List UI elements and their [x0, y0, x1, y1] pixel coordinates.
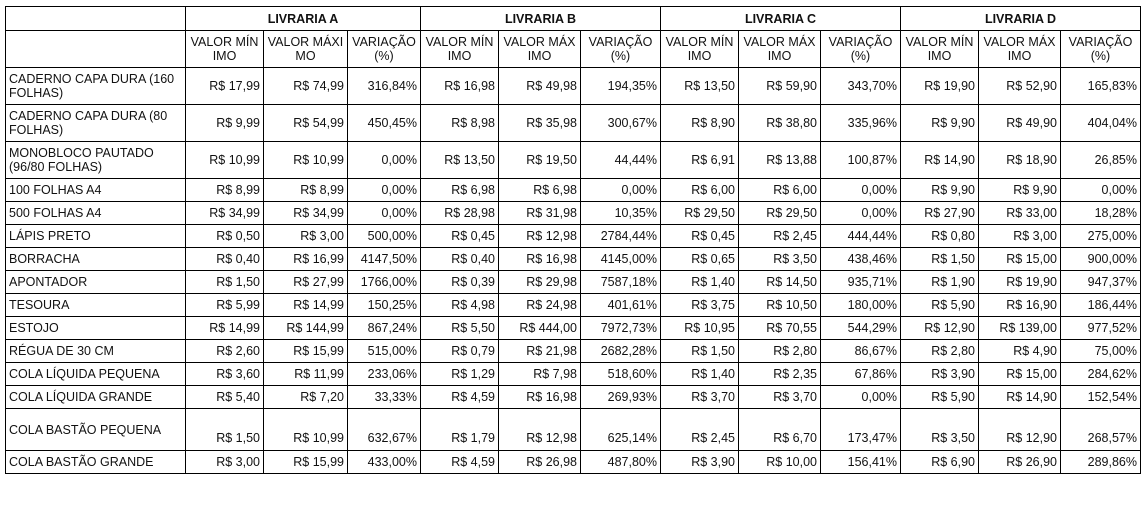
variation-header: VARIAÇÃO (%)	[581, 31, 661, 68]
table-row	[6, 317, 1141, 340]
store-header-b: LIVRARIA B	[421, 7, 661, 31]
variation-cell: 433,00%	[348, 451, 421, 474]
min-value-cell: R$ 1,40	[661, 363, 739, 386]
variation-cell: 518,60%	[581, 363, 661, 386]
min-value-cell: R$ 3,70	[661, 386, 739, 409]
min-value-cell: R$ 6,98	[421, 179, 499, 202]
min-value-cell: R$ 34,99	[186, 202, 264, 225]
min-value-cell: R$ 1,29	[421, 363, 499, 386]
min-value-header: VALOR MÍNIMO	[186, 31, 264, 68]
variation-cell: 0,00%	[821, 202, 901, 225]
min-value-cell: R$ 0,50	[186, 225, 264, 248]
min-value-cell: R$ 0,79	[421, 340, 499, 363]
max-value-cell: R$ 14,99	[264, 294, 348, 317]
min-value-cell: R$ 6,00	[661, 179, 739, 202]
min-value-cell: R$ 6,91	[661, 142, 739, 179]
min-value-cell: R$ 5,40	[186, 386, 264, 409]
max-value-header: VALOR MÁXIMO	[979, 31, 1061, 68]
table-body	[6, 68, 1141, 474]
table-row	[6, 386, 1141, 409]
min-value-cell: R$ 27,90	[901, 202, 979, 225]
variation-cell: 152,54%	[1061, 386, 1141, 409]
variation-cell: 947,37%	[1061, 271, 1141, 294]
variation-cell: 0,00%	[1061, 179, 1141, 202]
product-name-cell: ESTOJO	[6, 317, 186, 340]
max-value-cell: R$ 15,00	[979, 248, 1061, 271]
variation-header: VARIAÇÃO (%)	[1061, 31, 1141, 68]
max-value-cell: R$ 6,98	[499, 179, 581, 202]
max-value-cell: R$ 144,99	[264, 317, 348, 340]
table-row	[6, 225, 1141, 248]
table-row	[6, 248, 1141, 271]
max-value-cell: R$ 21,98	[499, 340, 581, 363]
product-name-cell: RÉGUA DE 30 CM	[6, 340, 186, 363]
price-table-wrapper	[5, 6, 1141, 474]
variation-cell: 2784,44%	[581, 225, 661, 248]
max-value-cell: R$ 16,90	[979, 294, 1061, 317]
table-row	[6, 179, 1141, 202]
variation-cell: 7587,18%	[581, 271, 661, 294]
variation-cell: 186,44%	[1061, 294, 1141, 317]
max-value-cell: R$ 4,90	[979, 340, 1061, 363]
max-value-cell: R$ 34,99	[264, 202, 348, 225]
max-value-cell: R$ 59,90	[739, 68, 821, 105]
max-value-cell: R$ 49,98	[499, 68, 581, 105]
max-value-cell: R$ 3,00	[264, 225, 348, 248]
variation-cell: 544,29%	[821, 317, 901, 340]
min-value-cell: R$ 9,90	[901, 105, 979, 142]
max-value-cell: R$ 74,99	[264, 68, 348, 105]
max-value-cell: R$ 24,98	[499, 294, 581, 317]
min-value-cell: R$ 0,80	[901, 225, 979, 248]
min-value-cell: R$ 0,65	[661, 248, 739, 271]
variation-cell: 438,46%	[821, 248, 901, 271]
product-name-cell: MONOBLOCO PAUTADO (96/80 FOLHAS)	[6, 142, 186, 179]
variation-cell: 100,87%	[821, 142, 901, 179]
max-value-cell: R$ 6,70	[739, 409, 821, 451]
variation-cell: 233,06%	[348, 363, 421, 386]
variation-cell: 4145,00%	[581, 248, 661, 271]
max-value-cell: R$ 33,00	[979, 202, 1061, 225]
max-value-header: VALOR MÁXIMO	[264, 31, 348, 68]
max-value-cell: R$ 139,00	[979, 317, 1061, 340]
max-value-cell: R$ 6,00	[739, 179, 821, 202]
min-value-cell: R$ 3,00	[186, 451, 264, 474]
variation-cell: 450,45%	[348, 105, 421, 142]
max-value-cell: R$ 8,99	[264, 179, 348, 202]
store-header-c: LIVRARIA C	[661, 7, 901, 31]
min-value-cell: R$ 0,45	[661, 225, 739, 248]
variation-cell: 289,86%	[1061, 451, 1141, 474]
min-value-cell: R$ 4,98	[421, 294, 499, 317]
min-value-cell: R$ 17,99	[186, 68, 264, 105]
max-value-cell: R$ 12,98	[499, 409, 581, 451]
min-value-cell: R$ 0,40	[186, 248, 264, 271]
variation-cell: 180,00%	[821, 294, 901, 317]
max-value-cell: R$ 7,98	[499, 363, 581, 386]
min-value-cell: R$ 0,45	[421, 225, 499, 248]
table-row	[6, 68, 1141, 105]
max-value-cell: R$ 18,90	[979, 142, 1061, 179]
max-value-cell: R$ 26,90	[979, 451, 1061, 474]
variation-cell: 487,80%	[581, 451, 661, 474]
variation-cell: 10,35%	[581, 202, 661, 225]
min-value-header: VALOR MÍNIMO	[661, 31, 739, 68]
min-value-cell: R$ 1,90	[901, 271, 979, 294]
max-value-cell: R$ 31,98	[499, 202, 581, 225]
max-value-cell: R$ 2,35	[739, 363, 821, 386]
variation-cell: 625,14%	[581, 409, 661, 451]
product-name-cell: TESOURA	[6, 294, 186, 317]
variation-cell: 156,41%	[821, 451, 901, 474]
variation-cell: 150,25%	[348, 294, 421, 317]
column-header-row	[6, 31, 1141, 68]
min-value-cell: R$ 1,40	[661, 271, 739, 294]
product-name-cell: CADERNO CAPA DURA (80 FOLHAS)	[6, 105, 186, 142]
corner-cell	[6, 7, 186, 31]
variation-cell: 401,61%	[581, 294, 661, 317]
min-value-cell: R$ 8,90	[661, 105, 739, 142]
product-name-cell: CADERNO CAPA DURA (160 FOLHAS)	[6, 68, 186, 105]
max-value-cell: R$ 10,50	[739, 294, 821, 317]
max-value-cell: R$ 10,00	[739, 451, 821, 474]
max-value-cell: R$ 3,50	[739, 248, 821, 271]
max-value-cell: R$ 19,90	[979, 271, 1061, 294]
table-row	[6, 451, 1141, 474]
max-value-cell: R$ 35,98	[499, 105, 581, 142]
min-value-cell: R$ 16,98	[421, 68, 499, 105]
table-row	[6, 271, 1141, 294]
variation-cell: 18,28%	[1061, 202, 1141, 225]
variation-cell: 275,00%	[1061, 225, 1141, 248]
variation-cell: 44,44%	[581, 142, 661, 179]
variation-header: VARIAÇÃO (%)	[821, 31, 901, 68]
max-value-cell: R$ 26,98	[499, 451, 581, 474]
max-value-cell: R$ 9,90	[979, 179, 1061, 202]
max-value-cell: R$ 444,00	[499, 317, 581, 340]
max-value-cell: R$ 70,55	[739, 317, 821, 340]
store-header-row	[6, 7, 1141, 31]
min-value-cell: R$ 3,90	[901, 363, 979, 386]
max-value-cell: R$ 10,99	[264, 409, 348, 451]
product-name-cell: 100 FOLHAS A4	[6, 179, 186, 202]
max-value-cell: R$ 2,45	[739, 225, 821, 248]
max-value-cell: R$ 16,98	[499, 248, 581, 271]
variation-cell: 404,04%	[1061, 105, 1141, 142]
variation-cell: 26,85%	[1061, 142, 1141, 179]
min-value-cell: R$ 14,90	[901, 142, 979, 179]
max-value-cell: R$ 3,70	[739, 386, 821, 409]
min-value-cell: R$ 19,90	[901, 68, 979, 105]
max-value-cell: R$ 16,99	[264, 248, 348, 271]
product-name-cell: COLA LÍQUIDA PEQUENA	[6, 363, 186, 386]
variation-cell: 500,00%	[348, 225, 421, 248]
max-value-cell: R$ 15,99	[264, 340, 348, 363]
min-value-cell: R$ 10,95	[661, 317, 739, 340]
max-value-cell: R$ 10,99	[264, 142, 348, 179]
variation-cell: 343,70%	[821, 68, 901, 105]
product-name-cell: BORRACHA	[6, 248, 186, 271]
min-value-cell: R$ 3,60	[186, 363, 264, 386]
variation-cell: 632,67%	[348, 409, 421, 451]
table-row	[6, 294, 1141, 317]
variation-cell: 0,00%	[821, 179, 901, 202]
max-value-cell: R$ 38,80	[739, 105, 821, 142]
variation-cell: 268,57%	[1061, 409, 1141, 451]
table-row	[6, 340, 1141, 363]
max-value-cell: R$ 54,99	[264, 105, 348, 142]
max-value-cell: R$ 29,50	[739, 202, 821, 225]
variation-cell: 4147,50%	[348, 248, 421, 271]
min-value-cell: R$ 2,45	[661, 409, 739, 451]
product-name-cell: APONTADOR	[6, 271, 186, 294]
min-value-cell: R$ 0,40	[421, 248, 499, 271]
variation-cell: 165,83%	[1061, 68, 1141, 105]
max-value-cell: R$ 29,98	[499, 271, 581, 294]
min-value-cell: R$ 28,98	[421, 202, 499, 225]
max-value-cell: R$ 7,20	[264, 386, 348, 409]
min-value-cell: R$ 3,75	[661, 294, 739, 317]
variation-cell: 75,00%	[1061, 340, 1141, 363]
table-row	[6, 409, 1141, 451]
table-row	[6, 363, 1141, 386]
min-value-cell: R$ 2,80	[901, 340, 979, 363]
min-value-cell: R$ 12,90	[901, 317, 979, 340]
min-value-cell: R$ 4,59	[421, 451, 499, 474]
min-value-cell: R$ 5,99	[186, 294, 264, 317]
max-value-cell: R$ 13,88	[739, 142, 821, 179]
min-value-cell: R$ 8,99	[186, 179, 264, 202]
price-comparison-table	[5, 6, 1141, 474]
min-value-cell: R$ 5,90	[901, 294, 979, 317]
max-value-cell: R$ 52,90	[979, 68, 1061, 105]
variation-cell: 0,00%	[821, 386, 901, 409]
max-value-cell: R$ 49,90	[979, 105, 1061, 142]
variation-cell: 173,47%	[821, 409, 901, 451]
max-value-cell: R$ 3,00	[979, 225, 1061, 248]
min-value-cell: R$ 1,50	[186, 271, 264, 294]
min-value-cell: R$ 2,60	[186, 340, 264, 363]
variation-cell: 67,86%	[821, 363, 901, 386]
variation-cell: 300,67%	[581, 105, 661, 142]
store-header-a: LIVRARIA A	[186, 7, 421, 31]
product-name-cell: COLA BASTÃO GRANDE	[6, 451, 186, 474]
variation-cell: 0,00%	[348, 202, 421, 225]
min-value-cell: R$ 1,50	[186, 409, 264, 451]
min-value-cell: R$ 3,50	[901, 409, 979, 451]
variation-cell: 269,93%	[581, 386, 661, 409]
min-value-cell: R$ 5,50	[421, 317, 499, 340]
min-value-cell: R$ 0,39	[421, 271, 499, 294]
product-name-cell: COLA LÍQUIDA GRANDE	[6, 386, 186, 409]
min-value-cell: R$ 4,59	[421, 386, 499, 409]
variation-cell: 33,33%	[348, 386, 421, 409]
table-row	[6, 202, 1141, 225]
variation-cell: 0,00%	[348, 142, 421, 179]
max-value-cell: R$ 16,98	[499, 386, 581, 409]
max-value-cell: R$ 14,50	[739, 271, 821, 294]
variation-cell: 900,00%	[1061, 248, 1141, 271]
min-value-header: VALOR MÍNIMO	[421, 31, 499, 68]
min-value-cell: R$ 10,99	[186, 142, 264, 179]
min-value-cell: R$ 5,90	[901, 386, 979, 409]
variation-cell: 316,84%	[348, 68, 421, 105]
min-value-cell: R$ 29,50	[661, 202, 739, 225]
min-value-header: VALOR MÍNIMO	[901, 31, 979, 68]
variation-cell: 2682,28%	[581, 340, 661, 363]
variation-cell: 194,35%	[581, 68, 661, 105]
min-value-cell: R$ 14,99	[186, 317, 264, 340]
product-header-cell	[6, 31, 186, 68]
variation-cell: 867,24%	[348, 317, 421, 340]
variation-cell: 1766,00%	[348, 271, 421, 294]
min-value-cell: R$ 6,90	[901, 451, 979, 474]
min-value-cell: R$ 8,98	[421, 105, 499, 142]
variation-cell: 0,00%	[581, 179, 661, 202]
max-value-cell: R$ 27,99	[264, 271, 348, 294]
max-value-cell: R$ 11,99	[264, 363, 348, 386]
min-value-cell: R$ 9,90	[901, 179, 979, 202]
min-value-cell: R$ 9,99	[186, 105, 264, 142]
product-name-cell: 500 FOLHAS A4	[6, 202, 186, 225]
max-value-cell: R$ 15,99	[264, 451, 348, 474]
max-value-cell: R$ 19,50	[499, 142, 581, 179]
variation-cell: 444,44%	[821, 225, 901, 248]
min-value-cell: R$ 1,50	[901, 248, 979, 271]
product-name-cell: LÁPIS PRETO	[6, 225, 186, 248]
store-header-d: LIVRARIA D	[901, 7, 1141, 31]
max-value-cell: R$ 12,98	[499, 225, 581, 248]
table-row	[6, 105, 1141, 142]
variation-cell: 515,00%	[348, 340, 421, 363]
product-name-cell: COLA BASTÃO PEQUENA	[6, 409, 186, 451]
variation-cell: 935,71%	[821, 271, 901, 294]
max-value-cell: R$ 15,00	[979, 363, 1061, 386]
min-value-cell: R$ 3,90	[661, 451, 739, 474]
variation-cell: 335,96%	[821, 105, 901, 142]
max-value-cell: R$ 14,90	[979, 386, 1061, 409]
max-value-cell: R$ 12,90	[979, 409, 1061, 451]
min-value-cell: R$ 13,50	[421, 142, 499, 179]
variation-cell: 86,67%	[821, 340, 901, 363]
max-value-cell: R$ 2,80	[739, 340, 821, 363]
table-row	[6, 142, 1141, 179]
variation-header: VARIAÇÃO (%)	[348, 31, 421, 68]
variation-cell: 284,62%	[1061, 363, 1141, 386]
min-value-cell: R$ 13,50	[661, 68, 739, 105]
variation-cell: 977,52%	[1061, 317, 1141, 340]
min-value-cell: R$ 1,50	[661, 340, 739, 363]
max-value-header: VALOR MÁXIMO	[739, 31, 821, 68]
variation-cell: 0,00%	[348, 179, 421, 202]
min-value-cell: R$ 1,79	[421, 409, 499, 451]
variation-cell: 7972,73%	[581, 317, 661, 340]
max-value-header: VALOR MÁXIMO	[499, 31, 581, 68]
